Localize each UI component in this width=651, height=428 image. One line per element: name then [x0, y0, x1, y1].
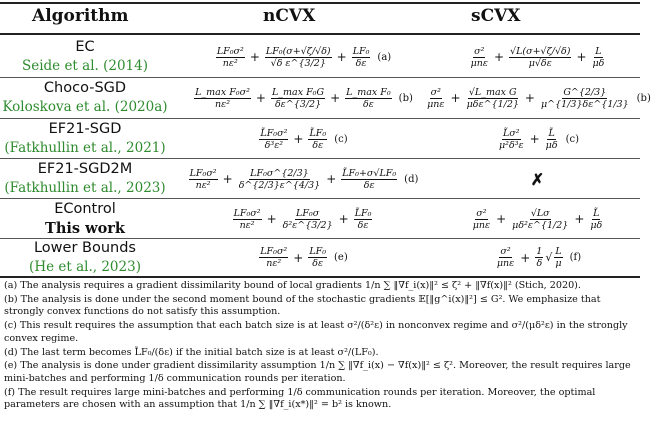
citation[interactable]: Koloskova et al. (2020a)	[2, 99, 168, 115]
row-ec-scvx: $\frac{\text{σ²}}{\text{μnε}}$ + $\frac{√L(\sigma+√\zeta/√\delta)}{\mu√\delta\varepsilon}$ + $\frac{L}{\mu\delta}$	[470, 45, 605, 69]
row-ec-algorithm	[0, 38, 170, 76]
algorithm-name: Choco-SGD	[43, 80, 127, 96]
header-scvx: sCVX	[471, 6, 521, 26]
row-rule	[0, 198, 640, 199]
row-econtrol-ncvx: $\frac{\text{LF₀σ²}}{\text{nε²}}$ + $\frac{\text{LF₀σ}}{\text{δ²ε\textasciicircum{}\{3/2\}}}$ + $\frac{\text{L̃F₀}}{\delta\varepsilon}$	[233, 207, 372, 231]
row-ef21-scvx: $\frac{\text{L̃σ²}}{\text{μ²δ³ε}}$ + $\frac{L̃}{\mu\delta}$ (c)	[499, 127, 579, 151]
row-lower-bounds-algorithm	[0, 239, 170, 277]
row-ef21m-algorithm	[0, 160, 170, 198]
footnotes	[4, 280, 638, 413]
footnote-e: (e) The analysis is done under gradient dissimilarity assumption 1/n ∑ ‖∇f_i(x) − ∇f(x)‖² ≤ ζ². Moreover, the result requires large mini-batches and performing 1/δ communication rounds per iteration.	[4, 360, 631, 384]
footnote-ref: (c)	[565, 133, 579, 145]
citation[interactable]: Seide et al. (2014)	[21, 58, 149, 74]
footnote-ref: (a)	[377, 51, 392, 63]
footnote-ref: (c)	[334, 133, 348, 145]
this-work-label: This work	[45, 220, 125, 237]
row-econtrol-scvx: $\frac{\text{σ²}}{\text{μnε}}$ + $\frac{√L\sigma}{\text{μδ²ε\textasciicircum{}\{1/2\}}}$ + $\frac{L̃}{\mu\delta}$	[472, 207, 603, 231]
footnote-f: (f) The result requires large mini-batches and performing 1/δ communication rounds per iteration. Moreover, the optimal parameters are chosen with an assumption that 1/n ∑ ‖∇f_i(x*)‖² = b² is known.	[4, 386, 596, 411]
footnote-d: (d) The last term becomes L̃F₀/(δε) if the initial batch size is at least σ²/(LF₀).	[4, 346, 379, 358]
citation[interactable]: (He et al., 2023)	[29, 259, 141, 275]
row-econtrol-algorithm	[0, 200, 170, 238]
algorithm-name: Lower Bounds	[33, 240, 136, 256]
footnote-c: (c) This result requires the assumption that each batch size is at least σ²/(δ²ε) in nonconvex regime and σ²/(μδ²ε) in the strongly convex regime.	[4, 320, 628, 344]
footnote-ref: (d)	[404, 173, 419, 185]
row-ef21m-ncvx: $\frac{\text{LF₀σ²}}{\text{nε²}}$ + $\frac{\text{LF₀σ\textasciicircum{}\{2/3\}}}{\delta\^{}\{2/3\}\varepsilon\^{}\{4/3\}}$ + $\frac{\text{L̃F₀+σ√LF₀}}{\delta\varepsilon}$ (d)	[189, 167, 419, 191]
footnote-ref: (b)	[636, 92, 651, 104]
algorithm-name: EF21-SGD	[48, 121, 122, 137]
footnote-ref: (f)	[569, 252, 582, 263]
footnote-ref: (b)	[398, 92, 413, 104]
row-ef21-ncvx: $\frac{\text{L̃F₀σ²}}{\text{δ³ε²}}$ + $\frac{\text{L̃F₀}}{\delta\varepsilon}$ (c)	[260, 127, 348, 151]
row-rule	[0, 118, 640, 119]
row-ec-ncvx: $\frac{\text{LF₀σ²}}{\text{nε²}}$ + $\frac{\text{LF₀(σ+√ζ/√δ)}}{\text{√δ ε\textasciicircum{}\{3/2\}}}$ + $\frac{\text{LF₀}}{\delta\varepsilon}$ (a)	[216, 45, 392, 69]
not-available-mark: ✗	[530, 169, 545, 189]
row-ef21-algorithm	[0, 120, 170, 158]
row-ef21m-scvx	[435, 160, 640, 198]
algorithm-name: EControl	[54, 201, 116, 217]
algorithm-name: EF21-SGD2M	[37, 161, 133, 177]
header-algorithm: Algorithm	[32, 6, 129, 26]
citation[interactable]: (Fatkhullin et al., 2023)	[4, 180, 166, 196]
row-lower-bounds-ncvx: $\frac{\text{LF₀σ²}}{\text{nε²}}$ + $\frac{\text{LF₀}}{\delta\varepsilon}$ (e)	[260, 246, 348, 269]
header-rule	[0, 33, 640, 35]
row-rule	[0, 158, 640, 159]
row-rule	[0, 77, 640, 78]
top-rule	[0, 2, 640, 4]
footnote-ref: (e)	[334, 252, 348, 263]
footnote-b: (b) The analysis is done under the second moment bound of the stochastic gradients 𝔼[‖g^i(x)‖²] ≤ G². We emphasize that strongly convex functions do not satisfy this assumption.	[4, 293, 601, 318]
row-choco-algorithm	[0, 79, 170, 117]
algorithm-name: EC	[75, 39, 95, 55]
header-ncvx: nCVX	[263, 6, 316, 26]
citation[interactable]: (Fatkhullin et al., 2021)	[4, 140, 166, 156]
row-choco-scvx: $\frac{\text{σ²}}{\text{μnε}}$ + $\frac{\text{√L\_max G}}{\text{μδε\textasciicircum{}\{1/2\}}}$ + $\frac{G\^{}\{2/3\}}{\mu\^{}\{1/3\}\delta\varepsilon\^{}\{1/3\}}$ (b)	[427, 86, 651, 110]
row-lower-bounds-scvx: $\frac{\text{σ²}}{\text{μnε}}$ + $\frac{1}{\delta}$ √ $\frac{L}{\mu}$ (f)	[496, 246, 582, 269]
footnote-a: (a) The analysis requires a gradient dissimilarity bound of local gradients 1/n ∑ ‖∇f_i(x)‖² ≤ ζ² + ‖∇f(x)‖² (Stich, 2020).	[4, 280, 581, 291]
row-choco-ncvx: $\frac{\text{L\_max F₀σ²}}{\text{nε²}}$ + $\frac{\text{L\_max F₀G}}{\delta\varepsilon\^{}\{3/2\}}$ + $\frac{\text{L\_max F₀}}{\delta\varepsilon}$ (b)	[195, 86, 413, 110]
